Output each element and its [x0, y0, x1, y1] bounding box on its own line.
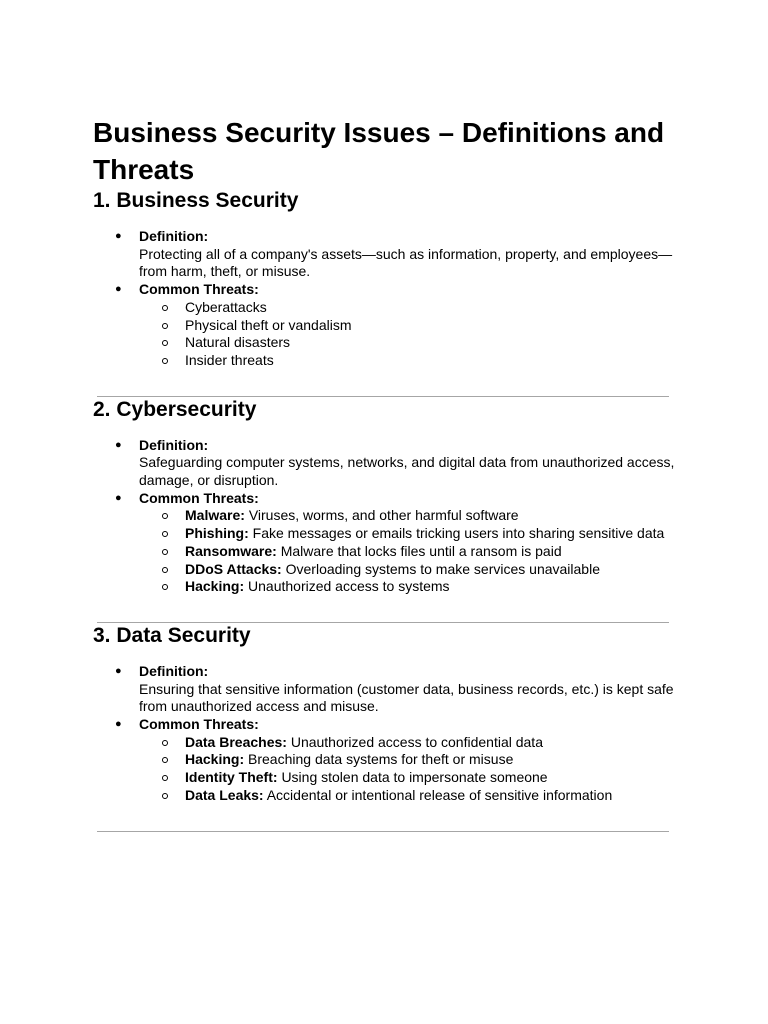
threat-term: Identity Theft: [185, 769, 278, 786]
threat-text: Accidental or intentional release of sensitive information [266, 786, 613, 803]
threat-item [139, 561, 683, 579]
threats-item [93, 716, 683, 805]
circle-bullet-icon [162, 305, 168, 311]
definition-item [93, 228, 683, 281]
circle-bullet-icon [162, 358, 168, 364]
threats-label: Common Threats: [139, 716, 259, 733]
threat-term: Data Breaches: [185, 733, 287, 750]
threat-list [139, 734, 683, 805]
threat-text: Malware that locks files until a ransom is paid [280, 542, 562, 559]
threat-term: Ransomware: [185, 542, 277, 559]
threat-text: Overloading systems to make services unavailable [285, 560, 600, 577]
bullet-icon: ● [115, 283, 122, 296]
bullet-icon: ● [115, 438, 122, 451]
page-title: Business Security Issues – Definitions and Threats [93, 117, 665, 185]
threat-item [139, 334, 683, 352]
threats-item [93, 281, 683, 370]
circle-bullet-icon [162, 740, 168, 746]
document-page [93, 114, 683, 832]
section-heading: 1. Business Security [93, 189, 299, 212]
circle-bullet-icon [162, 567, 168, 573]
circle-bullet-icon [162, 757, 168, 763]
threats-label: Common Threats: [139, 281, 259, 298]
threat-item [139, 578, 683, 596]
section-heading: 2. Cybersecurity [93, 397, 257, 421]
threat-list [139, 507, 683, 596]
circle-bullet-icon [162, 531, 168, 537]
circle-bullet-icon [162, 549, 168, 555]
threat-item [139, 317, 683, 335]
threat-text: Unauthorized access to confidential data [290, 733, 543, 750]
bullet-icon: ● [115, 491, 122, 504]
threat-text: Unauthorized access to systems [248, 578, 450, 595]
definition-text: Protecting all of a company's assets—such as information, property, and employees—from harm, theft, or misuse. [139, 245, 673, 280]
section-list [93, 437, 683, 596]
threat-term: Hacking: [185, 751, 245, 768]
circle-bullet-icon [162, 340, 168, 346]
bullet-icon: ● [115, 718, 122, 731]
threat-item [139, 352, 683, 370]
definition-item [93, 663, 683, 716]
definition-text: Safeguarding computer systems, networks, and digital data from unauthorized access, damage, or disruption. [139, 454, 675, 489]
threat-item [139, 507, 683, 525]
circle-bullet-icon [162, 584, 168, 590]
definition-label: Definition: [139, 662, 209, 679]
circle-bullet-icon [162, 513, 168, 519]
threat-text: Viruses, worms, and other harmful software [248, 507, 519, 524]
threat-list [139, 299, 683, 370]
section-heading: 3. Data Security [93, 623, 251, 647]
section-data-security [93, 623, 683, 832]
definition-text: Ensuring that sensitive information (customer data, business records, etc.) is kept safe from unauthorized access and misuse. [139, 680, 674, 715]
threat-text: Fake messages or emails tricking users into sharing sensitive data [252, 525, 665, 542]
threats-label: Common Threats: [139, 489, 259, 506]
threat-term: Malware: [185, 507, 245, 524]
bullet-icon: ● [115, 230, 122, 242]
threat-term: Data Leaks: [185, 786, 264, 803]
threat-item [139, 299, 683, 317]
threat-term: Phishing: [185, 525, 249, 542]
definition-label: Definition: [139, 228, 209, 244]
threat-term: Hacking: [185, 578, 245, 595]
definition-label: Definition: [139, 436, 209, 453]
threat-text: Using stolen data to impersonate someone [281, 769, 548, 786]
section-list [93, 228, 683, 370]
threat-item [139, 734, 683, 752]
section-business-security [93, 188, 683, 397]
threat-text: Cyberattacks [185, 298, 267, 315]
threat-text: Natural disasters [185, 334, 291, 351]
section-list [93, 663, 683, 805]
section-divider [97, 831, 669, 832]
threat-text: Physical theft or vandalism [185, 316, 352, 333]
threat-item [139, 751, 683, 769]
circle-bullet-icon [162, 323, 168, 329]
bullet-icon: ● [115, 664, 122, 677]
threat-item [139, 543, 683, 561]
threat-item [139, 525, 683, 543]
threat-text: Breaching data systems for theft or misuse [248, 751, 514, 768]
circle-bullet-icon [162, 775, 168, 781]
circle-bullet-icon [162, 793, 168, 799]
threat-term: DDoS Attacks: [185, 560, 282, 577]
threat-item [139, 787, 683, 805]
threats-item [93, 490, 683, 596]
threat-item [139, 769, 683, 787]
section-cybersecurity [93, 397, 683, 623]
definition-item [93, 437, 683, 490]
threat-text: Insider threats [185, 351, 274, 368]
